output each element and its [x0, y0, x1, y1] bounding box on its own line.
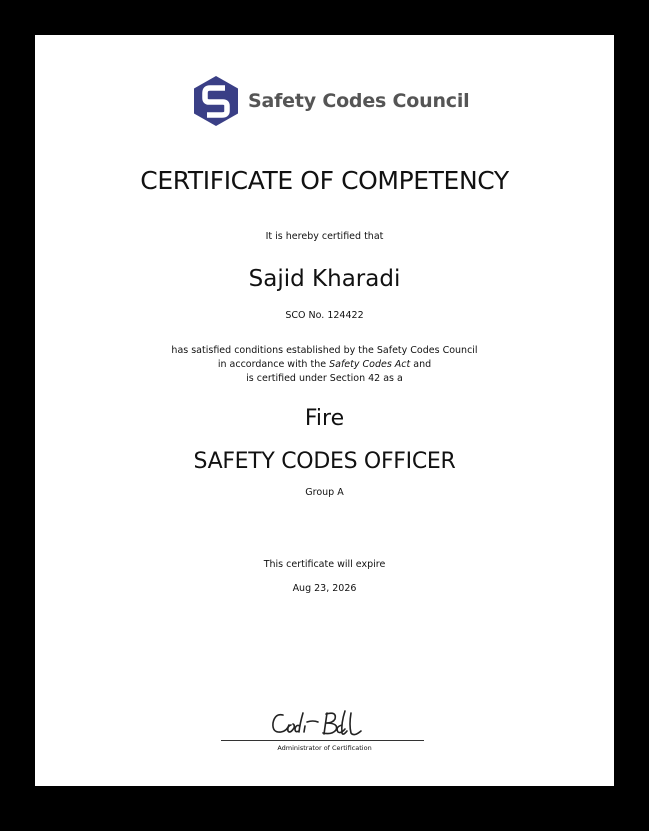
certificate-page — [35, 35, 614, 786]
role-title: SAFETY CODES OFFICER — [193, 449, 456, 474]
statement-line-2-pre: in accordance with the — [217, 359, 330, 370]
expiry-label: This certificate will expire — [263, 559, 386, 570]
certification-statement — [35, 344, 614, 386]
sco-number: SCO No. 124422 — [285, 310, 364, 321]
group-label: Group A — [305, 487, 344, 498]
certificate-title: CERTIFICATE OF COMPETENCY — [140, 166, 509, 195]
statement-line-3: is certified under Section 42 as a — [246, 373, 403, 384]
statement-line-2 — [35, 358, 614, 372]
holder-name: Sajid Kharadi — [248, 266, 401, 292]
signature-line — [221, 740, 424, 741]
logo — [193, 75, 470, 127]
discipline: Fire — [304, 406, 345, 431]
logo-wordmark: Safety Codes Council — [248, 90, 470, 112]
safety-codes-act: Safety Codes Act — [329, 359, 411, 370]
signature-image — [269, 705, 379, 741]
statement-line-1: has satisfied conditions established by the Safety Codes Council — [171, 345, 478, 356]
expiry-date: Aug 23, 2026 — [292, 583, 357, 594]
certified-that-text: It is hereby certified that — [265, 231, 384, 242]
signature-caption: Administrator of Certification — [277, 744, 372, 752]
safety-codes-council-logo-icon — [193, 75, 239, 127]
statement-line-2-post: and — [410, 359, 432, 370]
